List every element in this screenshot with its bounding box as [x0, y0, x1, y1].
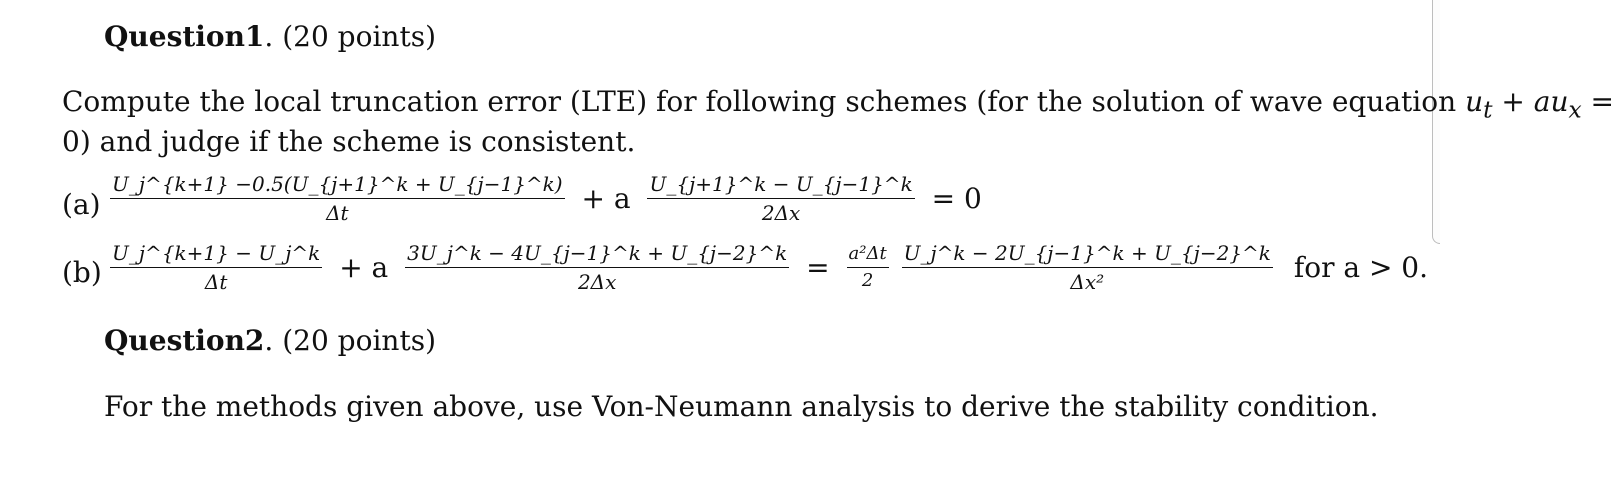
question-2-points: . (20 points) [264, 324, 436, 357]
part-b-label: (b) [62, 256, 102, 289]
part-a-term2-fraction [647, 174, 914, 223]
part-b-term4-denominator: Δx² [1070, 270, 1105, 294]
part-a-term1-denominator: Δt [326, 201, 349, 225]
part-b-term2-fraction [405, 243, 789, 292]
part-a-operator: + a [581, 181, 631, 215]
part-b-term1-fraction [110, 243, 322, 292]
question-1-title [104, 20, 436, 53]
intro-line-2: 0) and judge if the scheme is consistent. [62, 124, 636, 158]
part-a-equation [108, 174, 988, 223]
question-1-points: . (20 points) [264, 20, 436, 53]
intro-math-au: au [1533, 85, 1569, 118]
intro-math-u: u [1465, 85, 1484, 118]
part-a-term1-numerator: U_j^{k+1} −0.5(U_{j+1}^k + U_{j−1}^k) [110, 174, 565, 199]
part-b-condition: for a > 0. [1293, 250, 1429, 284]
intro-line-1 [62, 86, 1614, 126]
intro-math-plus: + [1492, 85, 1534, 118]
intro-math-u-sub: t [1483, 95, 1493, 124]
question-1-intro [62, 86, 1614, 158]
question-2-label: Question2 [104, 324, 265, 357]
part-b-term3-denominator: 2 [861, 270, 874, 291]
part-b-equals: = [806, 250, 830, 284]
part-b-term4-fraction [902, 243, 1273, 292]
part-a-rhs: = 0 [931, 181, 982, 215]
part-b-term1-numerator: U_j^{k+1} − U_j^k [110, 243, 322, 268]
part-a-term1-fraction [110, 174, 565, 223]
part-b-term1-denominator: Δt [204, 270, 228, 294]
part-b-term3-fraction [847, 245, 889, 290]
intro-math-equals: = [1581, 85, 1614, 118]
question-2-title [104, 324, 436, 357]
part-a-label: (a) [62, 188, 101, 221]
question-2-text: For the methods given above, use Von-Neumann analysis to derive the stability condition. [104, 390, 1379, 423]
part-b-term2-denominator: 2Δx [577, 270, 617, 294]
intro-math-au-sub: x [1568, 95, 1582, 124]
part-a-term2-numerator: U_{j+1}^k − U_{j−1}^k [647, 174, 914, 199]
part-a-term2-denominator: 2Δx [761, 201, 801, 225]
part-b-operator-1: + a [339, 250, 389, 284]
intro-line-1-text: Compute the local truncation error (LTE) for following schemes (for the solution of wave equation [62, 85, 1466, 118]
part-b-term2-numerator: 3U_j^k − 4U_{j−1}^k + U_{j−2}^k [405, 243, 789, 268]
part-b-term3-numerator: a²Δt [847, 245, 889, 268]
question-1-label: Question1 [104, 20, 265, 53]
part-b-term4-numerator: U_j^k − 2U_{j−1}^k + U_{j−2}^k [902, 243, 1273, 268]
part-b-equation [108, 243, 1428, 292]
